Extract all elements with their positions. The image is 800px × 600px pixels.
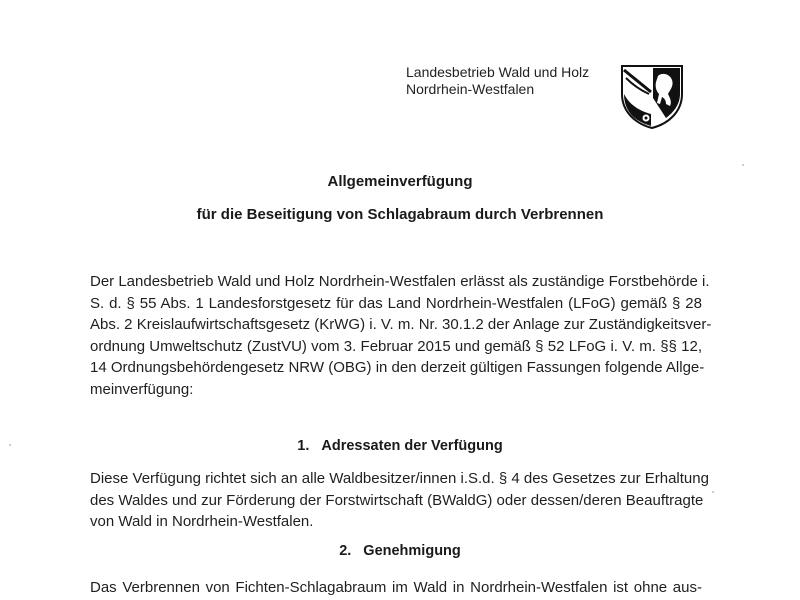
paragraph-line: von Wald in Nordrhein-Westfalen. (90, 513, 314, 530)
section-paragraph-approval (90, 577, 702, 599)
intro-line: S. d. § 55 Abs. 1 Landesforstgesetz für das Land Nordrhein-Westfalen (LFoG) gemäß § 28 (90, 294, 702, 312)
scan-speck (9, 444, 11, 446)
scan-speck (712, 491, 714, 493)
paragraph-line: Diese Verfügung richtet sich an alle Waldbesitzer/innen i.S.d. § 4 des Gesetzes zur Erhaltung (90, 470, 709, 487)
section-paragraph-addressees (90, 468, 709, 533)
section-number: 2. (339, 543, 352, 559)
issuer-name-line2: Nordrhein-Westfalen (406, 81, 535, 97)
document-title: Allgemeinverfügung (327, 173, 473, 190)
section-heading-addressees (0, 438, 800, 454)
section-title: Genehmigung (363, 543, 461, 559)
document-subtitle: für die Beseitigung von Schlagabraum durch Verbrennen (196, 206, 604, 223)
paragraph-line: Das Verbrennen von Fichten-Schlagabraum im Wald in Nordrhein-Westfalen ist ohne aus- (90, 579, 702, 596)
section-title: Adressaten der Verfügung (321, 438, 503, 454)
intro-paragraph (90, 271, 712, 400)
intro-line: Der Landesbetrieb Wald und Holz Nordrhein-Westfalen erlässt als zuständige Forstbehörde i. (90, 273, 710, 290)
issuer-block (406, 64, 589, 98)
issuer-name-line1: Landesbetrieb Wald und Holz (406, 64, 590, 80)
paragraph-line: des Waldes und zur Förderung der Forstwirtschaft (BWaldG) oder dessen/deren Beauftragte (90, 491, 704, 509)
intro-line: 14 Ordnungsbehördengesetz NRW (OBG) in den derzeit gültigen Fassungen folgende Allge- (90, 359, 705, 376)
intro-line: meinverfügung: (90, 380, 194, 398)
intro-line: ordnung Umweltschutz (ZustVU) vom 3. Februar 2015 und gemäß § 52 LFoG i. V. m. §§ 12, (90, 337, 702, 355)
section-heading-approval (0, 543, 800, 559)
nrw-coat-of-arms-icon (620, 64, 684, 130)
scan-speck (742, 164, 744, 166)
intro-line: Abs. 2 Kreislaufwirtschaftsgesetz (KrWG) i. V. m. Nr. 30.1.2 der Anlage zur Zuständigkeitsver- (90, 316, 712, 333)
section-number: 1. (297, 438, 310, 454)
